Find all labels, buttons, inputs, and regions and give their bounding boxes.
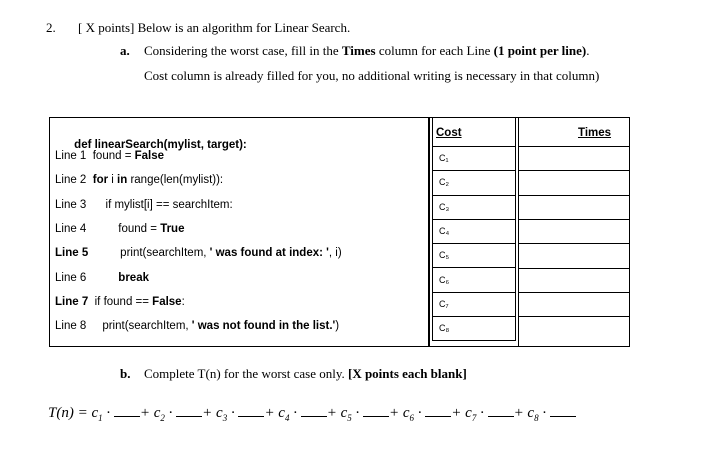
formula-blank[interactable]: [550, 402, 576, 417]
part-a-text: Considering the worst case, fill in the: [144, 43, 342, 58]
formula-plus-c: + c: [264, 405, 285, 421]
times-cell[interactable]: [519, 195, 630, 220]
code-line: [55, 320, 339, 332]
formula-plus-c: + c: [202, 405, 223, 421]
cost-cell: [432, 243, 516, 268]
line-label: Line 4: [55, 222, 93, 235]
formula-blank[interactable]: [488, 402, 514, 417]
formula-subscript: 4: [284, 413, 290, 423]
cost-column: [428, 118, 519, 346]
code-text: True: [160, 222, 185, 235]
formula-subscript: 7: [471, 413, 477, 423]
cost-value: C₄: [439, 225, 450, 236]
times-cell[interactable]: [519, 146, 630, 171]
part-a-text: column for each Line: [375, 43, 494, 58]
formula-subscript: 5: [347, 413, 352, 423]
code-text: for: [92, 174, 109, 187]
code-text: print(searchItem,: [94, 247, 210, 260]
line-label: Line 2: [55, 174, 93, 187]
code-text: break: [92, 271, 149, 284]
cost-cell: [432, 170, 516, 195]
formula-subscript: 1: [98, 413, 103, 423]
formula-dot: ·: [227, 405, 239, 421]
question-number: 2.: [46, 20, 56, 35]
cost-cell: [432, 316, 516, 341]
part-a-instruction-line1: [144, 43, 589, 59]
formula-blank[interactable]: [301, 402, 327, 417]
times-cell[interactable]: [519, 243, 630, 268]
formula-subscript: 6: [409, 413, 415, 423]
code-line: [55, 223, 184, 235]
cost-cell: [432, 268, 516, 293]
part-a-points: (1 point per line): [493, 43, 587, 58]
part-a-text: .: [586, 43, 590, 58]
code-text: ): [335, 320, 340, 333]
cost-value: C₁: [439, 153, 449, 163]
cost-cell: [432, 219, 516, 244]
formula-blank[interactable]: [114, 402, 140, 417]
part-b-instruction: [144, 366, 467, 382]
cost-value: C₆: [439, 274, 450, 285]
code-text: found =: [92, 222, 161, 235]
formula-dot: ·: [289, 405, 301, 421]
line-label: Line 8: [55, 320, 93, 333]
times-cell[interactable]: [519, 292, 630, 317]
formula-dot: ·: [538, 405, 550, 421]
formula-blank[interactable]: [176, 402, 202, 417]
code-text: , i): [328, 247, 342, 260]
line-label: Line 7: [55, 295, 95, 308]
code-text: ' was not found in the list.': [191, 320, 336, 333]
line-label: Line 3: [55, 198, 93, 211]
times-column: [518, 118, 630, 346]
cost-value: C₇: [439, 298, 449, 309]
part-a-instruction-line2: Cost column is already filled for you, no additional writing is necessary in that column): [144, 68, 600, 83]
code-text: :: [181, 295, 185, 308]
formula-subscript: 8: [534, 413, 539, 423]
code-text: if mylist[i] == searchItem:: [92, 198, 233, 211]
code-line: [55, 150, 164, 162]
code-line: [55, 199, 233, 211]
code-text: range(len(mylist)):: [127, 174, 224, 187]
code-line: [55, 174, 223, 186]
code-text: in: [117, 174, 128, 187]
formula-dot: ·: [414, 405, 426, 421]
cost-cell: [432, 146, 516, 171]
formula-plus-c: + c: [139, 405, 161, 421]
times-cell[interactable]: [519, 170, 630, 195]
formula-plus-c: + c: [389, 405, 410, 421]
code-line: [55, 296, 185, 308]
formula-dot: ·: [351, 405, 363, 421]
formula-dot: ·: [102, 405, 114, 421]
line-label: Line 5: [55, 247, 95, 260]
algorithm-table: [49, 117, 630, 347]
code-text: i: [108, 174, 118, 187]
code-text: ' was found at index: ': [209, 247, 329, 260]
times-cell[interactable]: [519, 268, 630, 293]
code-line: [55, 247, 342, 259]
formula-dot: ·: [164, 405, 177, 421]
code-line: [55, 272, 149, 284]
cost-value: C₃: [439, 201, 450, 212]
code-column: [50, 118, 428, 346]
part-b-letter: b.: [120, 366, 131, 381]
part-a-times-word: Times: [341, 43, 376, 58]
code-text: False: [152, 295, 182, 308]
cost-value: C₈: [439, 323, 450, 334]
part-b-points: [X points each blank]: [347, 366, 467, 381]
part-b-text: Complete T(n) for the worst case only.: [144, 366, 348, 381]
part-a-letter: a.: [120, 43, 130, 58]
cost-value: C₅: [439, 250, 450, 261]
formula-blank[interactable]: [238, 402, 264, 417]
cost-header-cell: [432, 118, 516, 147]
formula-lhs: T(n) = c: [48, 405, 99, 421]
code-text: found =: [92, 150, 135, 162]
question-text: [ X points] Below is an algorithm for Linear Search.: [78, 20, 351, 35]
formula-plus-c: + c: [513, 405, 535, 421]
times-cell[interactable]: [519, 219, 630, 244]
line-label: Line 6: [55, 271, 93, 284]
times-cell[interactable]: [519, 316, 630, 341]
formula-subscript: 2: [160, 413, 165, 423]
formula-subscript: 3: [222, 413, 228, 423]
code-text: print(searchItem,: [92, 320, 192, 333]
times-header: Times: [578, 127, 612, 139]
cost-header: Cost: [436, 127, 462, 139]
code-text: if found ==: [94, 295, 153, 308]
formula-blank[interactable]: [425, 402, 451, 417]
formula-blank[interactable]: [363, 402, 389, 417]
formula-plus-c: + c: [451, 405, 472, 421]
cost-cell: [432, 195, 516, 220]
tn-formula: [48, 402, 576, 423]
code-text: False: [134, 150, 165, 162]
cost-value: C₂: [439, 177, 449, 188]
line-label: Line 1: [55, 150, 93, 162]
cost-cell: [432, 292, 516, 317]
formula-plus-c: + c: [326, 405, 348, 421]
formula-dot: ·: [476, 405, 488, 421]
function-signature: def linearSearch(mylist, target):: [74, 139, 247, 151]
